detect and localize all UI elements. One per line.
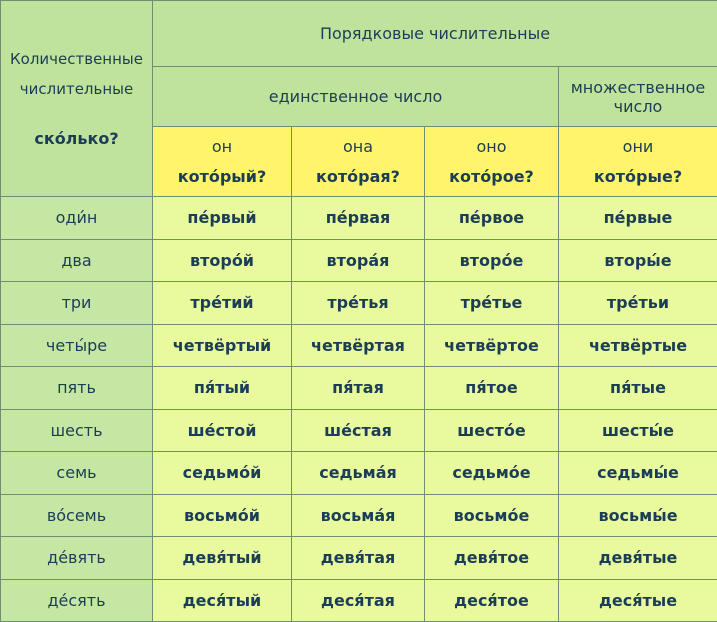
ordinal-cell [559, 282, 717, 325]
ordinal-stem: втор [604, 251, 646, 270]
ordinal-ending: а́я [374, 506, 395, 525]
ordinal-ending: ое [507, 591, 529, 610]
ordinal-cell [559, 494, 717, 537]
ordinal-cell [153, 367, 292, 410]
ordinal-stem: тре́т [461, 293, 502, 312]
ordinal-stem: пя́т [610, 378, 641, 397]
cardinal-title-line2: числительные [20, 80, 133, 98]
ordinal-ending: ое [496, 378, 518, 397]
ordinal-cell [559, 239, 717, 282]
ordinal-stem: седьм [319, 463, 375, 482]
ordinal-ending: ья [368, 293, 388, 312]
ordinal-stem: пе́рв [459, 208, 502, 227]
ordinal-stem: девя́т [182, 548, 235, 567]
cardinal-cell: де́сять [1, 579, 153, 622]
ordinal-cell [425, 324, 559, 367]
ordinal-ending: ые [647, 208, 672, 227]
table-row [1, 367, 717, 410]
ordinal-ending: ая [369, 208, 390, 227]
ordinal-cell [425, 282, 559, 325]
table-row [1, 239, 717, 282]
cardinal-cell: пять [1, 367, 153, 410]
ordinal-cell [153, 282, 292, 325]
ordinal-ending: ы́е [652, 506, 677, 525]
pronoun: он [153, 134, 291, 160]
ordinal-ending: ьи [648, 293, 669, 312]
ordinal-stem: деся́т [183, 591, 236, 610]
ordinal-title: Порядковые числительные [153, 1, 717, 67]
question-cell [425, 127, 559, 197]
ordinal-ending: ой [234, 421, 256, 440]
question-word: кото́рые? [559, 164, 717, 190]
ordinal-cell [559, 537, 717, 580]
ordinal-stem: ше́ст [324, 421, 371, 440]
ordinal-ending: ое [502, 208, 524, 227]
cardinal-question: ско́лько? [1, 124, 152, 154]
ordinal-stem: четвёрт [311, 336, 384, 355]
table-row [1, 452, 717, 495]
ordinal-cell [292, 494, 425, 537]
ordinal-ending: ы́е [649, 421, 674, 440]
table-row [1, 494, 717, 537]
ordinal-cell [292, 537, 425, 580]
ordinal-cell [559, 367, 717, 410]
table-row [1, 579, 717, 622]
question-cell [559, 127, 717, 197]
ordinal-ending: ы́е [654, 463, 679, 482]
plural-line1: множественное [571, 78, 706, 97]
ordinal-cell [153, 409, 292, 452]
ordinal-ending: ые [652, 591, 677, 610]
ordinal-cell [559, 452, 717, 495]
pronoun: они [559, 134, 717, 160]
ordinal-stem: пе́рв [326, 208, 369, 227]
cardinal-cell: два [1, 239, 153, 282]
ordinal-cell [292, 409, 425, 452]
ordinal-stem: ше́ст [188, 421, 235, 440]
question-word: кото́рая? [292, 164, 424, 190]
ordinal-cell [292, 324, 425, 367]
ordinal-cell [153, 537, 292, 580]
ordinal-stem: пе́рв [187, 208, 230, 227]
ordinal-cell [425, 579, 559, 622]
ordinal-ending: а́я [368, 251, 389, 270]
pronoun: оно [425, 134, 558, 160]
ordinal-stem: втор [460, 251, 502, 270]
cardinal-cell: де́вять [1, 537, 153, 580]
ordinal-stem: четвёрт [173, 336, 246, 355]
ordinal-ending: ье [501, 293, 522, 312]
ordinal-ending: ый [231, 208, 257, 227]
table-row [1, 282, 717, 325]
ordinal-stem: восьм [184, 506, 238, 525]
ordinal-ending: о́й [238, 506, 260, 525]
table-row [1, 324, 717, 367]
ordinal-cell [292, 579, 425, 622]
ordinal-cell [292, 239, 425, 282]
ordinal-stem: восьм [598, 506, 652, 525]
ordinal-ending: ый [236, 548, 262, 567]
question-cell [153, 127, 292, 197]
cardinal-cell: три [1, 282, 153, 325]
ordinal-ending: ая [374, 591, 395, 610]
ordinal-cell [292, 367, 425, 410]
ordinal-cell [153, 494, 292, 537]
ordinal-cell [425, 367, 559, 410]
ordinal-stem: девя́т [321, 548, 374, 567]
ordinal-stem: девя́т [454, 548, 507, 567]
ordinal-ending: ые [662, 336, 687, 355]
ordinal-stem: пе́рв [604, 208, 647, 227]
ordinal-stem: пя́т [465, 378, 496, 397]
ordinal-ending: ый [246, 336, 272, 355]
ordinal-cell [153, 324, 292, 367]
ordinal-cell [153, 452, 292, 495]
ordinal-ending: о́е [507, 506, 529, 525]
table-row [1, 537, 717, 580]
ordinal-cell [425, 409, 559, 452]
cardinal-cell: четы́ре [1, 324, 153, 367]
ordinal-ending: ый [236, 591, 262, 610]
ordinal-cell [292, 197, 425, 240]
cardinal-title-line1: Количественные [10, 50, 143, 68]
ordinal-ending: ая [384, 336, 405, 355]
ordinal-stem: девя́т [599, 548, 652, 567]
plural-header [559, 67, 717, 127]
ordinal-ending: о́е [504, 421, 526, 440]
question-word: кото́рый? [153, 164, 291, 190]
ordinal-stem: пя́т [194, 378, 225, 397]
ordinal-ending: ый [224, 378, 250, 397]
ordinal-stem: тре́т [190, 293, 231, 312]
ordinal-cell [425, 452, 559, 495]
ordinal-ending: ая [374, 548, 395, 567]
cardinal-header-cell [1, 1, 153, 197]
plural-line2: число [614, 97, 663, 116]
ordinal-stem: четвёрт [444, 336, 517, 355]
ordinal-stem: восьм [454, 506, 508, 525]
ordinal-cell [425, 494, 559, 537]
cardinal-cell: во́семь [1, 494, 153, 537]
ordinal-cell [153, 197, 292, 240]
cardinal-cell: семь [1, 452, 153, 495]
ordinal-cell [292, 282, 425, 325]
ordinal-stem: деся́т [321, 591, 374, 610]
ordinal-cell [292, 452, 425, 495]
ordinal-stem: втор [190, 251, 232, 270]
table-row [1, 409, 717, 452]
ordinal-stem: втор [327, 251, 369, 270]
ordinal-stem: восьм [321, 506, 375, 525]
table-row [1, 197, 717, 240]
question-cell [292, 127, 425, 197]
ordinal-ending: ые [652, 548, 677, 567]
ordinal-ending: ое [517, 336, 539, 355]
rows-body [1, 197, 717, 622]
ordinal-cell [425, 239, 559, 282]
ordinal-stem: шест [457, 421, 504, 440]
ordinal-stem: седьм [183, 463, 239, 482]
ordinal-cell [559, 579, 717, 622]
ordinal-cell [559, 324, 717, 367]
ordinal-stem: деся́т [454, 591, 507, 610]
question-word: кото́рое? [425, 164, 558, 190]
ordinal-ending: ая [371, 421, 392, 440]
ordinal-stem: седьм [597, 463, 653, 482]
ordinal-ending: ые [641, 378, 666, 397]
ordinal-cell [425, 537, 559, 580]
ordinal-stem: деся́т [599, 591, 652, 610]
ordinal-stem: пя́т [332, 378, 363, 397]
ordinal-ending: ы́е [646, 251, 671, 270]
ordinal-cell [559, 197, 717, 240]
header-row-1 [1, 1, 717, 67]
ordinal-ending: ий [231, 293, 253, 312]
ordinal-ending: ая [363, 378, 384, 397]
ordinal-ending: о́е [502, 251, 524, 270]
ordinal-stem: седьм [452, 463, 508, 482]
ordinal-ending: ое [507, 548, 529, 567]
ordinal-cell [153, 239, 292, 282]
pronoun: она [292, 134, 424, 160]
ordinal-stem: четвёрт [589, 336, 662, 355]
cardinal-cell: оди́н [1, 197, 153, 240]
ordinal-stem: шест [602, 421, 649, 440]
ordinal-ending: а́я [376, 463, 397, 482]
ordinal-stem: тре́т [327, 293, 368, 312]
ordinal-ending: о́й [232, 251, 254, 270]
ordinal-ending: о́й [239, 463, 261, 482]
ordinal-cell [425, 197, 559, 240]
ordinal-cell [559, 409, 717, 452]
ordinal-ending: о́е [509, 463, 531, 482]
cardinal-cell: шесть [1, 409, 153, 452]
singular-header: единственное число [153, 67, 559, 127]
ordinal-cell [153, 579, 292, 622]
ordinal-stem: тре́т [607, 293, 648, 312]
